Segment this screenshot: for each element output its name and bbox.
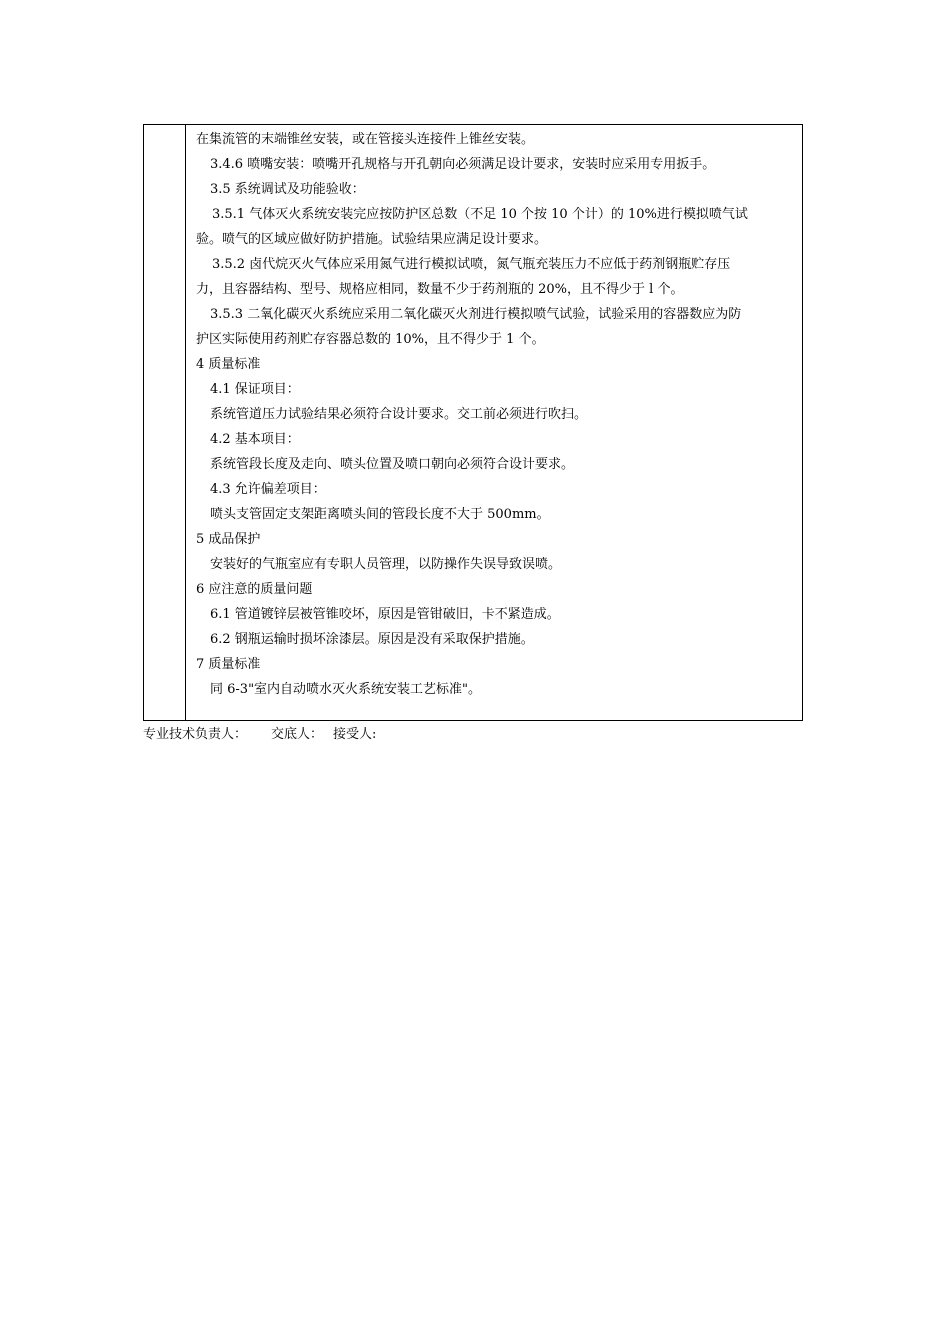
text-line: 6.1 管道镀锌层被管锥咬坏，原因是管钳破旧，卡不紧造成。 [210,607,560,622]
section-heading: 7 质量标准 [196,657,261,672]
text-line: 3.5 系统调试及功能验收： [210,182,365,197]
text-line: 在集流管的末端锥丝安装，或在管接头连接件上锥丝安装。 [196,132,535,147]
text-line: 3.4.6 喷嘴安装：喷嘴开孔规格与开孔朝向必须满足设计要求，安装时应采用专用扳手。 [210,157,716,172]
text-line: 4.2 基本项目： [210,432,300,447]
text-line: 力，且容器结构、型号、规格应相同，数量不少于药剂瓶的 20%，且不得少于 l 个。 [196,282,684,297]
text-line: 安装好的气瓶室应有专职人员管理，以防操作失误导致误喷。 [210,557,562,572]
text-line: 4.1 保证项目： [210,382,300,397]
text-line: 验。喷气的区域应做好防护措施。试验结果应满足设计要求。 [196,232,548,247]
signature-footer [143,724,376,746]
text-line: 3.5.3 二氧化碳灭火系统应采用二氧化碳灭火剂进行模拟喷气试验，试验采用的容器数应为防 [210,307,742,322]
section-heading: 6 应注意的质量问题 [196,582,313,597]
tech-lead-label: 专业技术负责人： [143,727,248,742]
handover-label: 交底人： [271,727,324,742]
text-line: 3.5.2 卤代烷灭火气体应采用氮气进行模拟试喷，氮气瓶充装压力不应低于药剂钢瓶贮存压 [212,257,731,272]
text-line: 同 6-3"室内自动喷水灭火系统安装工艺标准"。 [210,682,482,697]
receiver-label: 接受人: [333,727,377,742]
text-line: 3.5.1 气体灭火系统安装完应按防护区总数（不足 10 个按 10 个计）的 10%进行模拟喷气试 [212,207,748,222]
table-content-cell [196,127,796,702]
text-line: 4.3 允许偏差项目： [210,482,326,497]
text-line: 系统管段长度及走向、喷头位置及喷口朝向必须符合设计要求。 [210,457,575,472]
text-line: 6.2 钢瓶运输时损坏涂漆层。原因是没有采取保护措施。 [210,632,534,647]
section-heading: 5 成品保护 [196,532,261,547]
section-heading: 4 质量标准 [196,357,261,372]
table-left-column [144,125,186,720]
text-line: 喷头支管固定支架距离喷头间的管段长度不大于 500mm。 [210,507,550,522]
content-table [143,124,803,721]
text-line: 系统管道压力试验结果必须符合设计要求。交工前必须进行吹扫。 [210,407,588,422]
text-line: 护区实际使用药剂贮存容器总数的 10%，且不得少于 1 个。 [196,332,545,347]
